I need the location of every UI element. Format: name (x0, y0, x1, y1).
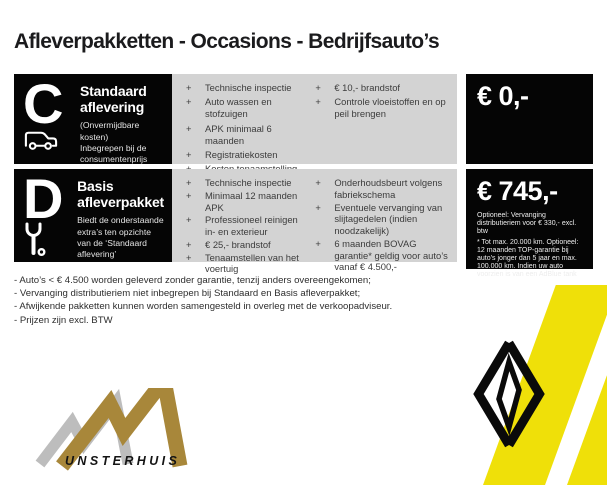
package-row-basis (14, 167, 593, 279)
package-letter-column (23, 72, 73, 157)
plus-bullet: + (186, 177, 192, 188)
munsterhuis-logo (32, 388, 247, 480)
features-column-1 (186, 82, 305, 161)
package-letter-column (23, 167, 70, 255)
plus-bullet: + (186, 238, 192, 250)
flyer-page (0, 30, 607, 485)
list-item: + Technische inspectie (186, 82, 292, 93)
package-letter: C (23, 72, 64, 135)
list-item: + 6 maanden BOVAG garantie* geldig voor auto’s vanaf € 4.500,- (315, 237, 448, 273)
footnote: - Auto’s < € 4.500 worden geleverd zonder garantie, tenzij anders overeengekomen; (14, 275, 371, 286)
plus-bullet: + (315, 177, 321, 188)
features-column-2 (315, 177, 449, 273)
package-name: Basis afleverpakket (77, 178, 165, 210)
features-column-2 (315, 82, 449, 158)
list-item: + Tenaamstellen van het voertuig (186, 251, 299, 275)
list-item: + Eventuele vervanging van slijtagedelen (indien noodzakelijk) (315, 201, 443, 236)
plus-bullet: + (186, 189, 192, 201)
plus-bullet: + (186, 82, 192, 93)
list-item: + € 10,- brandstof (315, 82, 401, 93)
price-box-basis (466, 169, 593, 279)
list-item: + APK minimaal 6 maanden (186, 122, 272, 146)
plus-bullet: + (186, 214, 192, 226)
footnote: - Vervanging distributieriem niet inbegrepen bij Standaard en Basis afleverpakket; (14, 288, 361, 300)
package-id-text (77, 176, 165, 260)
page-title: Afleverpakketten - Occasions - Bedrijfsauto’s (14, 30, 440, 53)
package-features-basis (172, 169, 457, 275)
list-item: + Professioneel reinigen in- en exterieur (186, 214, 298, 237)
plus-bullet: + (315, 237, 321, 249)
package-id-box-standaard (14, 74, 172, 164)
package-description: (Onvermijdbare kosten) Inbegrepen bij de consumentenprijs (80, 120, 148, 165)
package-row-standaard (14, 74, 593, 164)
price-box-standaard (466, 74, 593, 164)
package-features-standaard (172, 74, 457, 164)
renault-corner-graphic (367, 285, 607, 485)
plus-bullet: + (186, 251, 192, 263)
dealer-wordmark: UNSTERHUIS (65, 454, 181, 468)
plus-bullet: + (186, 149, 192, 161)
price-notes: Optioneel: Vervanging distributieriem voor € 330,- excl. btw * Tot max. 20.000 km. Optioneel: 12 maanden TOP-garantie bij auto’s jonger dan 5 jaar en max. 100.000 km. Indien uw auto voorzien is van een AdBlue tank (477, 212, 579, 279)
package-name: Standaard aflevering (80, 83, 147, 115)
list-item: + Auto wassen en stofzuigen (186, 96, 272, 120)
price-value: € 0,- (477, 81, 529, 111)
plus-bullet: + (315, 82, 321, 93)
plus-bullet: + (315, 96, 321, 108)
plus-bullet: + (186, 122, 192, 134)
plus-bullet: + (315, 201, 321, 213)
list-item: + € 25,- brandstof (186, 238, 271, 250)
features-column-1 (186, 177, 305, 275)
list-item: + Technische inspectie (186, 177, 292, 188)
van-icon (23, 127, 59, 157)
plus-bullet: + (186, 96, 192, 108)
renault-diamond-icon (472, 338, 546, 455)
wrench-icon (23, 222, 47, 263)
package-rows (14, 72, 593, 279)
price-value: € 745,- (477, 176, 558, 206)
package-letter: D (23, 167, 64, 230)
package-id-box-basis (14, 169, 172, 262)
footnote: - Afwijkende pakketten kunnen worden samengesteld in overleg met de verkoopadviseur. (14, 301, 393, 313)
footnote: - Prijzen zijn excl. BTW (14, 314, 113, 326)
munsterhuis-m-icon (32, 467, 247, 484)
list-item: + Minimaal 12 maanden APK (186, 189, 298, 213)
package-id-text (80, 81, 164, 165)
list-item: + Registratiekosten (186, 149, 278, 161)
row-spacer (457, 169, 466, 262)
list-item: + Onderhoudsbeurt volgens fabriekschema (315, 177, 443, 200)
row-spacer (457, 74, 466, 164)
list-item: + Controle vloeistoffen en op peil brengen (315, 96, 446, 120)
package-description: Biedt de onderstaande extra’s ten opzichte van de ‘Standaard aflevering’ (77, 215, 164, 260)
